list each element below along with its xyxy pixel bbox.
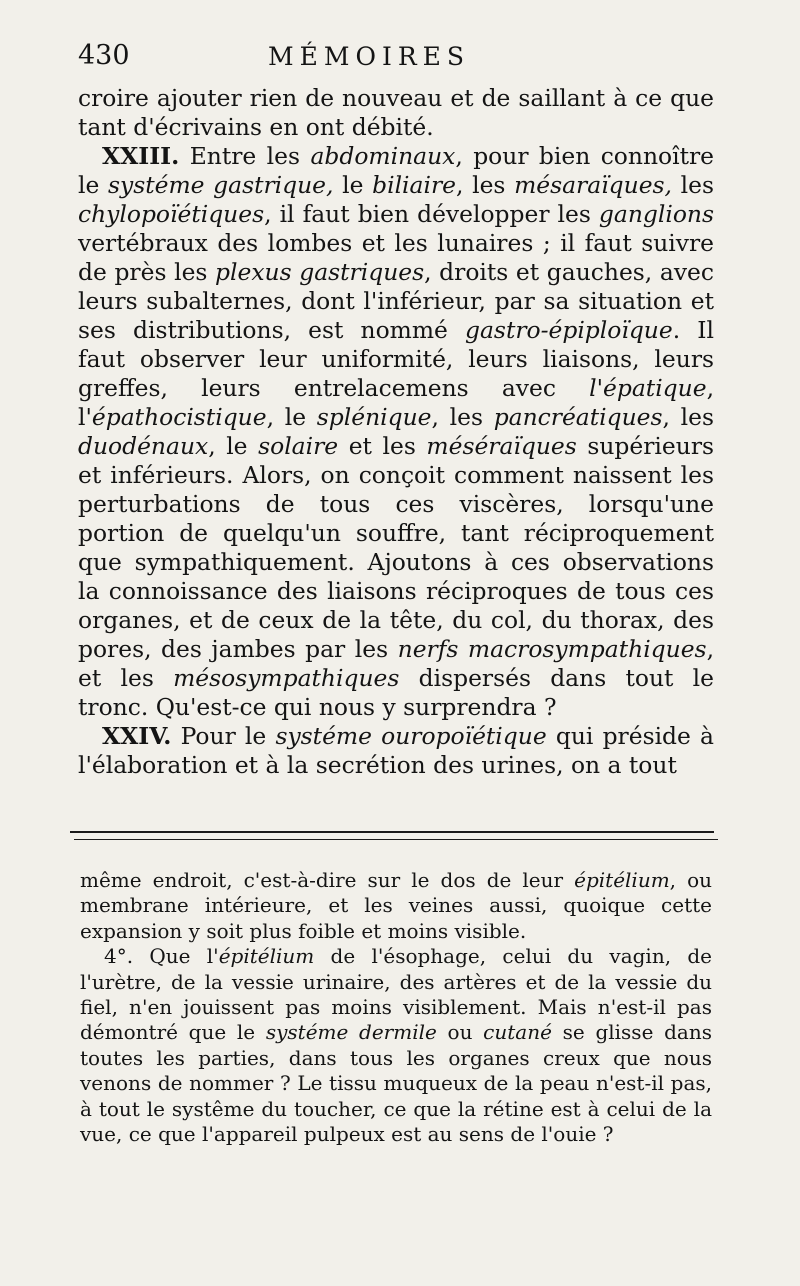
main-text	[78, 84, 714, 780]
section-number: XXIV.	[102, 722, 172, 750]
footnotes	[80, 868, 712, 1147]
footnote-continuation: même endroit, c'est-à-dire sur le dos de leur épitélium, ou membrane intérieure, et les veines aussi, quoique cette expansion y soit plus foible et moins visible.	[80, 868, 712, 943]
page-number: 430	[78, 40, 130, 71]
page-header	[78, 40, 718, 74]
continuation-line: croire ajouter rien de nouveau et de saillant à ce que tant d'écrivains en ont débité.	[78, 84, 715, 141]
running-title: MÉMOIRES	[268, 42, 471, 71]
section-number: XXIII.	[102, 142, 180, 170]
footnote-item-4: 4°. Que l'épitélium de l'ésophage, celui du vagin, de l'urètre, de la vessie urinaire, des artères et de la vessie du fiel, n'en jouissent pas moins visiblement. Mais n'est-il pas démontré que le systéme dermile ou cutané se glisse dans toutes les parties, dans tous les organes creux que nous venons de nommer ? Le tissu muqueux de la peau n'est-il pas, à tout le systême du toucher, ce que la rétine est à celui de la vue, ce que l'appareil pulpeux est au sens de l'ouie ?	[80, 944, 712, 1147]
footnote-divider-secondary	[74, 839, 718, 840]
paragraph-xxiv: XXIV. Pour le systéme ouropoïétique qui préside à l'élaboration et à la secrétion des urines, on a tout	[78, 722, 714, 779]
paragraph-xxiii: XXIII. Entre les abdominaux, pour bien connoître le systéme gastrique, le biliaire, les mésaraïques, les chylopoïétiques, il faut bien développer les ganglions vertébraux des lombes et les lunaires ; il faut suivre de près les plexus gastriques, droits et gauches, avec leurs subalternes, dont l'inférieur, par sa situation et ses distributions, est nommé gastro-épiploïque. Il faut observer leur uniformité, leurs liaisons, leurs greffes, leurs entrelacemens avec l'épatique, l'épathocistique, le splénique, les pancréatiques, les duodénaux, le solaire et les méséraïques supérieurs et inférieurs. Alors, on conçoit comment naissent les perturbations de tous ces viscères, lorsqu'une portion de quelqu'un souffre, tant réciproquement que sympathiquement. Ajoutons à ces observations la connoissance des liaisons réciproques de tous ces organes, et de ceux de la tête, du col, du thorax, des pores, des jambes par les nerfs macrosympathiques, et les mésosympathiques dispersés dans tout le tronc. Qu'est-ce qui nous y surprendra ?	[78, 142, 715, 721]
footnote-divider	[70, 831, 714, 833]
